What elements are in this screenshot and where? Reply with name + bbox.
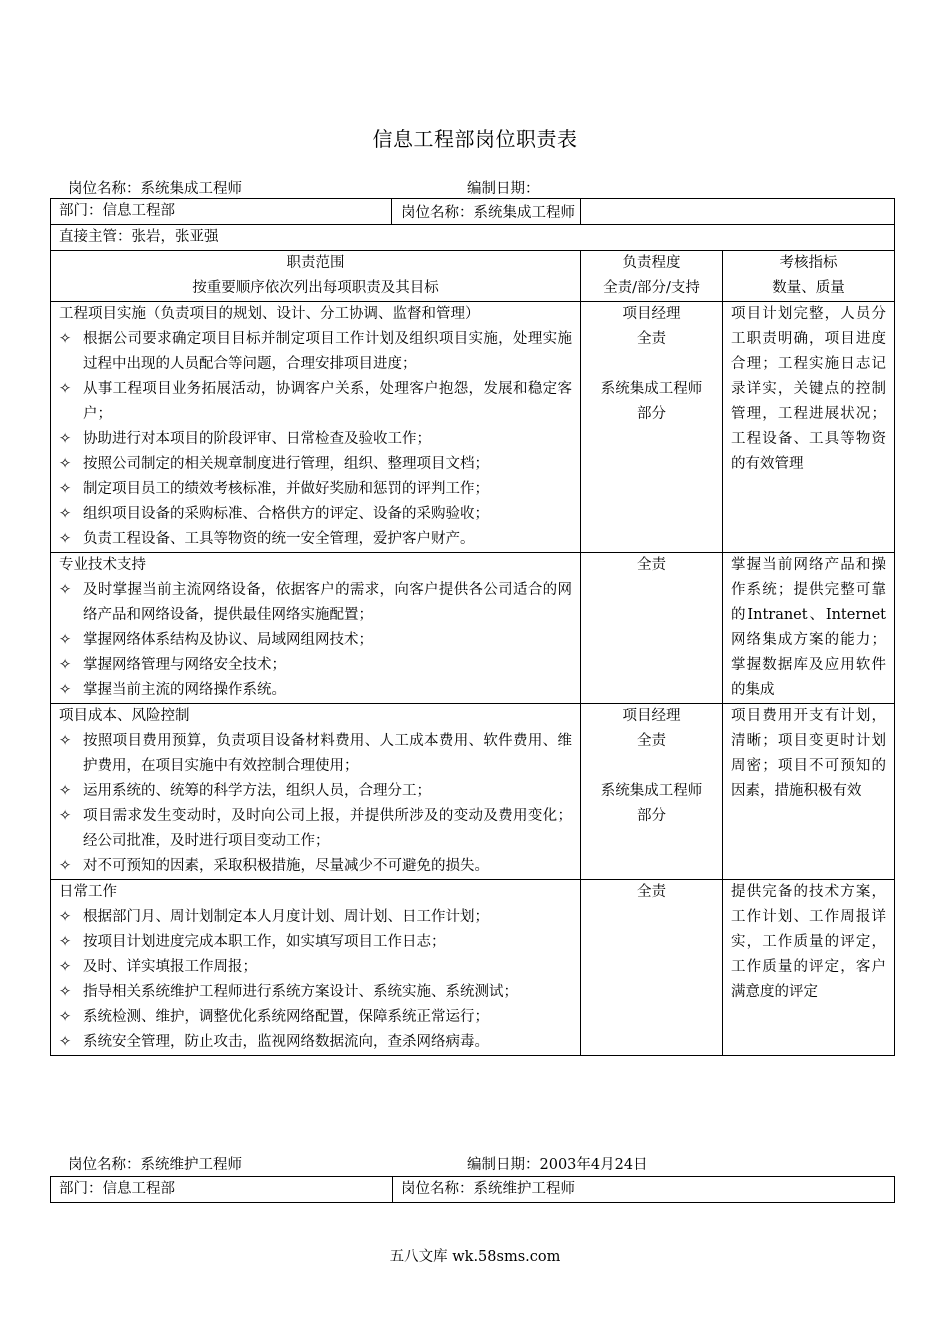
compile-date-label-2: 编制日期：2003年4月24日 bbox=[467, 1157, 648, 1173]
info-table-2 bbox=[50, 1176, 895, 1203]
list-item: ✧ 根据公司要求确定项目目标并制定项目工作计划及组织项目实施，处理实施过程中出现的人员配合等问题，合理安排项目进度； bbox=[59, 327, 572, 377]
section-row bbox=[51, 880, 895, 1056]
bullet-icon: ✧ bbox=[59, 984, 72, 1000]
degree-header-line2: 全责/部分/支持 bbox=[603, 280, 700, 296]
section-kpi-cell: 项目计划完整，人员分工职责明确，项目进度合理；工程实施日志记录详实，关键点的控制管理，工程进展状况；工程设备、工具等物资的有效管理 bbox=[723, 302, 895, 553]
position-cell bbox=[581, 199, 895, 225]
responsibility-table bbox=[50, 198, 895, 1056]
scope-header bbox=[51, 251, 581, 302]
list-item: ✧ 按项目计划进度完成本职工作，如实填写项目工作日志； bbox=[59, 930, 572, 955]
supervisor-cell bbox=[51, 225, 895, 251]
bullet-icon: ✧ bbox=[59, 909, 72, 925]
bullet-icon: ✧ bbox=[59, 657, 72, 673]
degree-line: 项目经理 bbox=[622, 708, 681, 724]
section-degree-cell bbox=[581, 704, 723, 880]
section-title: 工程项目实施（负责项目的规划、设计、分工协调、监督和管理） bbox=[59, 306, 480, 322]
section-scope-cell bbox=[51, 302, 581, 553]
scope-header-line1: 职责范围 bbox=[286, 255, 345, 271]
column-header-row bbox=[51, 251, 895, 302]
bullet-icon: ✧ bbox=[59, 934, 72, 950]
kpi-header-line2: 数量、质量 bbox=[772, 280, 845, 296]
list-item: ✧ 系统安全管理，防止攻击，监视网络数据流向，查杀网络病毒。 bbox=[59, 1030, 572, 1055]
list-item: ✧ 及时掌握当前主流网络设备，依据客户的需求，向客户提供各公司适合的网络产品和网络设备，提供最佳网络实施配置； bbox=[59, 578, 572, 628]
info-row-2 bbox=[51, 1177, 895, 1203]
degree-line: 全责 bbox=[637, 331, 666, 347]
bullet-icon: ✧ bbox=[59, 858, 72, 874]
degree-line: 全责 bbox=[637, 884, 666, 900]
list-item: ✧ 运用系统的、统筹的科学方法，组织人员，合理分工； bbox=[59, 779, 572, 804]
degree-line: 全责 bbox=[637, 733, 666, 749]
list-item: ✧ 掌握当前主流的网络操作系统。 bbox=[59, 678, 572, 703]
list-item: ✧ 按照项目费用预算，负责项目设备材料费用、人工成本费用、软件费用、维护费用，在项目实施中有效控制合理使用； bbox=[59, 729, 572, 779]
list-item: ✧ 负责工程设备、工具等物资的统一安全管理，爱护客户财产。 bbox=[59, 527, 572, 552]
bullet-icon: ✧ bbox=[59, 456, 72, 472]
section-row bbox=[51, 553, 895, 704]
degree-line: 系统集成工程师 bbox=[600, 783, 703, 799]
degree-line: 项目经理 bbox=[622, 306, 681, 322]
bullet-icon: ✧ bbox=[59, 481, 72, 497]
list-item: ✧ 掌握网络体系结构及协议、局域网组网技术； bbox=[59, 628, 572, 653]
bullet-icon: ✧ bbox=[59, 959, 72, 975]
list-item: ✧ 根据部门月、周计划制定本人月度计划、周计划、日工作计划； bbox=[59, 905, 572, 930]
bullet-icon: ✧ bbox=[59, 733, 72, 749]
list-item: ✧ 掌握网络管理与网络安全技术； bbox=[59, 653, 572, 678]
bullet-icon: ✧ bbox=[59, 808, 72, 824]
compile-date-label: 编制日期： bbox=[467, 181, 540, 197]
section-degree-cell bbox=[581, 553, 723, 704]
degree-header-line1: 负责程度 bbox=[622, 255, 681, 271]
kpi-header bbox=[723, 251, 895, 302]
duty-list bbox=[59, 729, 572, 879]
supervisor-text: 直接主管：张岩，张亚强 bbox=[59, 229, 219, 245]
section-kpi-cell: 项目费用开支有计划，清晰；项目变更时计划周密；项目不可预知的因素，措施积极有效 bbox=[723, 704, 895, 880]
section-title: 日常工作 bbox=[59, 884, 117, 900]
degree-header bbox=[581, 251, 723, 302]
bullet-icon: ✧ bbox=[59, 431, 72, 447]
bullet-icon: ✧ bbox=[59, 331, 72, 347]
duty-list bbox=[59, 905, 572, 1055]
section-kpi-cell: 掌握当前网络产品和操作系统；提供完整可靠的Intranet、Internet网络集成方案的能力；掌握数据库及应用软件的集成 bbox=[723, 553, 895, 704]
scope-header-line2: 按重要顺序依次列出每项职责及其目标 bbox=[192, 280, 439, 296]
bullet-icon: ✧ bbox=[59, 682, 72, 698]
list-item: ✧ 对不可预知的因素，采取积极措施，尽量减少不可避免的损失。 bbox=[59, 854, 572, 879]
kpi-header-line1: 考核指标 bbox=[779, 255, 838, 271]
list-item: ✧ 及时、详实填报工作周报； bbox=[59, 955, 572, 980]
list-item: ✧ 组织项目设备的采购标准、合格供方的评定、设备的采购验收； bbox=[59, 502, 572, 527]
section-kpi-cell: 提供完备的技术方案，工作计划、工作周报详实，工作质量的评定，工作质量的评定，客户满意度的评定 bbox=[723, 880, 895, 1056]
list-item: ✧ 系统检测、维护，调整优化系统网络配置，保障系统正常运行； bbox=[59, 1005, 572, 1030]
supervisor-row bbox=[51, 225, 895, 251]
position-name-label: 岗位名称：系统集成工程师 bbox=[68, 181, 242, 197]
bullet-icon: ✧ bbox=[59, 1009, 72, 1025]
section-title: 项目成本、风险控制 bbox=[59, 708, 190, 724]
position-cell-2: 岗位名称：系统维护工程师 bbox=[393, 1177, 895, 1203]
position-name-label-2: 岗位名称：系统维护工程师 bbox=[68, 1157, 242, 1173]
list-item: ✧ 从事工程项目业务拓展活动，协调客户关系，处理客户抱怨，发展和稳定客户； bbox=[59, 377, 572, 427]
section-row bbox=[51, 302, 895, 553]
degree-gap bbox=[589, 352, 714, 377]
degree-line: 全责 bbox=[637, 557, 666, 573]
section-degree-cell bbox=[581, 302, 723, 553]
bullet-icon: ✧ bbox=[59, 783, 72, 799]
info-divider bbox=[391, 198, 392, 224]
department-cell-2: 部门：信息工程部 bbox=[51, 1177, 393, 1203]
footer-watermark: 五八文库 wk.58sms.com bbox=[389, 1249, 561, 1265]
bullet-icon: ✧ bbox=[59, 1034, 72, 1050]
degree-line: 部分 bbox=[637, 406, 666, 422]
section-scope-cell bbox=[51, 880, 581, 1056]
list-item: ✧ 协助进行对本项目的阶段评审、日常检查及验收工作； bbox=[59, 427, 572, 452]
section-title: 专业技术支持 bbox=[59, 557, 146, 573]
section-row bbox=[51, 704, 895, 880]
bullet-icon: ✧ bbox=[59, 381, 72, 397]
bullet-icon: ✧ bbox=[59, 506, 72, 522]
duty-list bbox=[59, 578, 572, 703]
list-item: ✧ 按照公司制定的相关规章制度进行管理，组织、整理项目文档； bbox=[59, 452, 572, 477]
list-item: ✧ 项目需求发生变动时，及时向公司上报，并提供所涉及的变动及费用变化；经公司批准，及时进行项目变动工作； bbox=[59, 804, 572, 854]
section-scope-cell bbox=[51, 704, 581, 880]
bullet-icon: ✧ bbox=[59, 582, 72, 598]
list-item: ✧ 指导相关系统维护工程师进行系统方案设计、系统实施、系统测试； bbox=[59, 980, 572, 1005]
info-position-text: 岗位名称：系统集成工程师 bbox=[401, 205, 575, 221]
duty-list bbox=[59, 327, 572, 552]
bullet-icon: ✧ bbox=[59, 632, 72, 648]
list-item: ✧ 制定项目员工的绩效考核标准，并做好奖励和惩罚的评判工作； bbox=[59, 477, 572, 502]
section-degree-cell bbox=[581, 880, 723, 1056]
degree-line: 部分 bbox=[637, 808, 666, 824]
section-scope-cell bbox=[51, 553, 581, 704]
degree-line: 系统集成工程师 bbox=[600, 381, 703, 397]
degree-gap bbox=[589, 754, 714, 779]
page-title: 信息工程部岗位职责表 bbox=[372, 127, 578, 151]
bullet-icon: ✧ bbox=[59, 531, 72, 547]
department-text: 部门：信息工程部 bbox=[59, 203, 175, 219]
